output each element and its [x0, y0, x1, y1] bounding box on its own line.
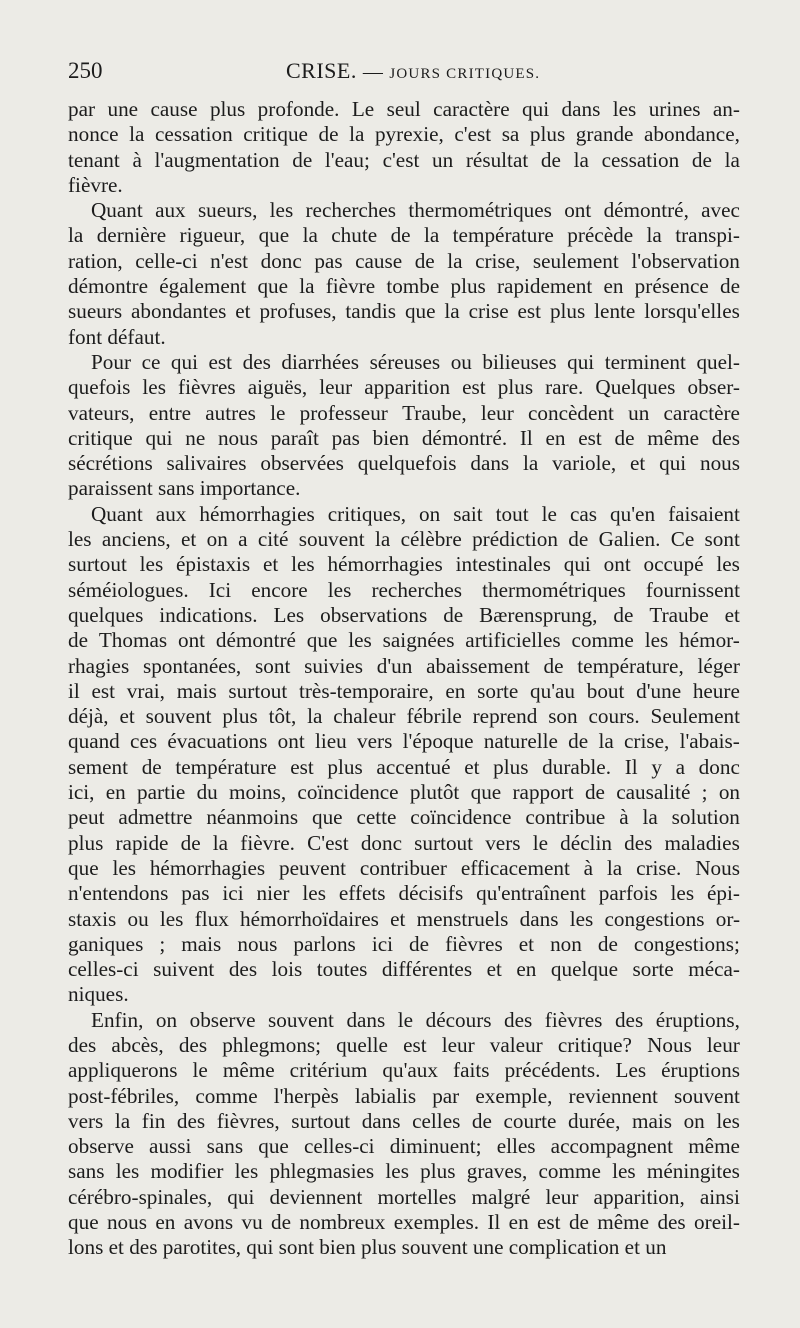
- text-line: que les hémorrhagies peuvent contribuer efficacement à la crise. Nous: [68, 855, 740, 880]
- paragraph: [68, 1008, 740, 1261]
- text-line: de Thomas ont démontré que les saignées artificielles comme les hémor-: [68, 628, 740, 653]
- text-line: Enfin, on observe souvent dans le décours des fièvres des éruptions,: [91, 1007, 740, 1032]
- text-line: nonce la cessation critique de la pyrexie, c'est sa plus grande abondance,: [68, 122, 740, 147]
- paragraph: [68, 97, 740, 198]
- body-text: [68, 97, 740, 1261]
- text-line: fièvre.: [68, 172, 123, 197]
- text-line: plus rapide de la fièvre. C'est donc surtout vers le déclin des maladies: [68, 830, 740, 855]
- text-line: critique qui ne nous paraît pas bien démontré. Il en est de même des: [68, 425, 740, 450]
- text-line: surtout les épistaxis et les hémorrhagies intestinales qui ont occupé les: [68, 552, 740, 577]
- text-line: celles-ci suivent des lois toutes différentes et en quelque sorte méca-: [68, 957, 740, 982]
- text-line: sueurs abondantes et profuses, tandis que la crise est plus lente lorsqu'elles: [68, 299, 740, 324]
- running-head: [286, 58, 540, 84]
- text-line: sement de température est plus accentué et plus durable. Il y a donc: [68, 754, 740, 779]
- text-line: démontre également que la fièvre tombe plus rapidement en présence de: [68, 274, 740, 299]
- text-line: appliquerons le même critérium qu'aux faits précédents. Les éruptions: [68, 1058, 740, 1083]
- page-number: 250: [68, 58, 103, 83]
- text-line: Pour ce qui est des diarrhées séreuses ou bilieuses qui terminent quel-: [91, 349, 740, 374]
- text-line: post-fébriles, comme l'herpès labialis par exemple, reviennent souvent: [68, 1083, 740, 1108]
- text-line: la dernière rigueur, que la chute de la température précède la transpi-: [68, 223, 740, 248]
- text-line: tenant à l'augmentation de l'eau; c'est un résultat de la cessation de la: [68, 147, 740, 172]
- page-header: [68, 58, 740, 92]
- text-line: staxis ou les flux hémorrhoïdaires et menstruels dans les congestions or-: [68, 906, 740, 931]
- paragraph: [68, 502, 740, 1008]
- paragraph: [68, 198, 740, 350]
- text-line: Quant aux hémorrhagies critiques, on sait tout le cas qu'en faisaient: [91, 501, 740, 526]
- text-line: il est vrai, mais surtout très-temporaire, en sorte qu'au bout d'une heure: [68, 678, 740, 703]
- running-head-separator: —: [362, 61, 384, 83]
- text-line: ganiques ; mais nous parlons ici de fièvres et non de congestions;: [68, 931, 740, 956]
- text-line: quelques indications. Les observations de Bærensprung, de Traube et: [68, 602, 740, 627]
- text-line: vers la fin des fièvres, surtout dans celles de courte durée, mais on les: [68, 1108, 740, 1133]
- text-line: sans les modifier les phlegmasies les plus graves, comme les méningites: [68, 1159, 740, 1184]
- text-line: vateurs, entre autres le professeur Traube, leur concèdent un caractère: [68, 400, 740, 425]
- text-line: niques.: [68, 982, 129, 1007]
- text-line: quefois les fièvres aiguës, leur apparition est plus rare. Quelques obser-: [68, 375, 740, 400]
- text-line: que nous en avons vu de nombreux exemples. Il en est de même des oreil-: [68, 1210, 740, 1235]
- text-line: font défaut.: [68, 324, 166, 349]
- running-title: CRISE.: [286, 58, 357, 83]
- text-line: quand ces évacuations ont lieu vers l'époque naturelle de la crise, l'abais-: [68, 729, 740, 754]
- text-line: séméiologues. Ici encore les recherches thermométriques fournissent: [68, 577, 740, 602]
- text-line: sécrétions salivaires observées quelquefois dans la variole, et qui nous: [68, 451, 740, 476]
- text-line: n'entendons pas ici nier les effets décisifs qu'entraînent parfois les épi-: [68, 881, 740, 906]
- paragraph: [68, 350, 740, 502]
- text-line: des abcès, des phlegmons; quelle est leur valeur critique? Nous leur: [68, 1032, 740, 1057]
- text-line: déjà, et souvent plus tôt, la chaleur fébrile reprend son cours. Seulement: [68, 704, 740, 729]
- text-line: rhagies spontanées, sont suivies d'un abaissement de température, léger: [68, 653, 740, 678]
- text-line: observe aussi sans que celles-ci diminuent; elles accompagnent même: [68, 1134, 740, 1159]
- text-line: lons et des parotites, qui sont bien plus souvent une complication et un: [68, 1235, 667, 1260]
- text-line: ici, en partie du moins, coïncidence plutôt que rapport de causalité ; on: [68, 780, 740, 805]
- text-line: les anciens, et on a cité souvent la célèbre prédiction de Galien. Ce sont: [68, 527, 740, 552]
- text-line: cérébro-spinales, qui deviennent mortelles malgré leur apparition, ainsi: [68, 1184, 740, 1209]
- text-line: paraissent sans importance.: [68, 476, 301, 501]
- running-subtitle: JOURS CRITIQUES.: [389, 66, 541, 82]
- text-line: peut admettre néanmoins que cette coïncidence contribue à la solution: [68, 805, 740, 830]
- text-line: par une cause plus profonde. Le seul caractère qui dans les urines an-: [68, 97, 740, 121]
- text-line: ration, celle-ci n'est donc pas cause de la crise, seulement l'observation: [68, 248, 740, 273]
- text-line: Quant aux sueurs, les recherches thermométriques ont démontré, avec: [91, 198, 740, 223]
